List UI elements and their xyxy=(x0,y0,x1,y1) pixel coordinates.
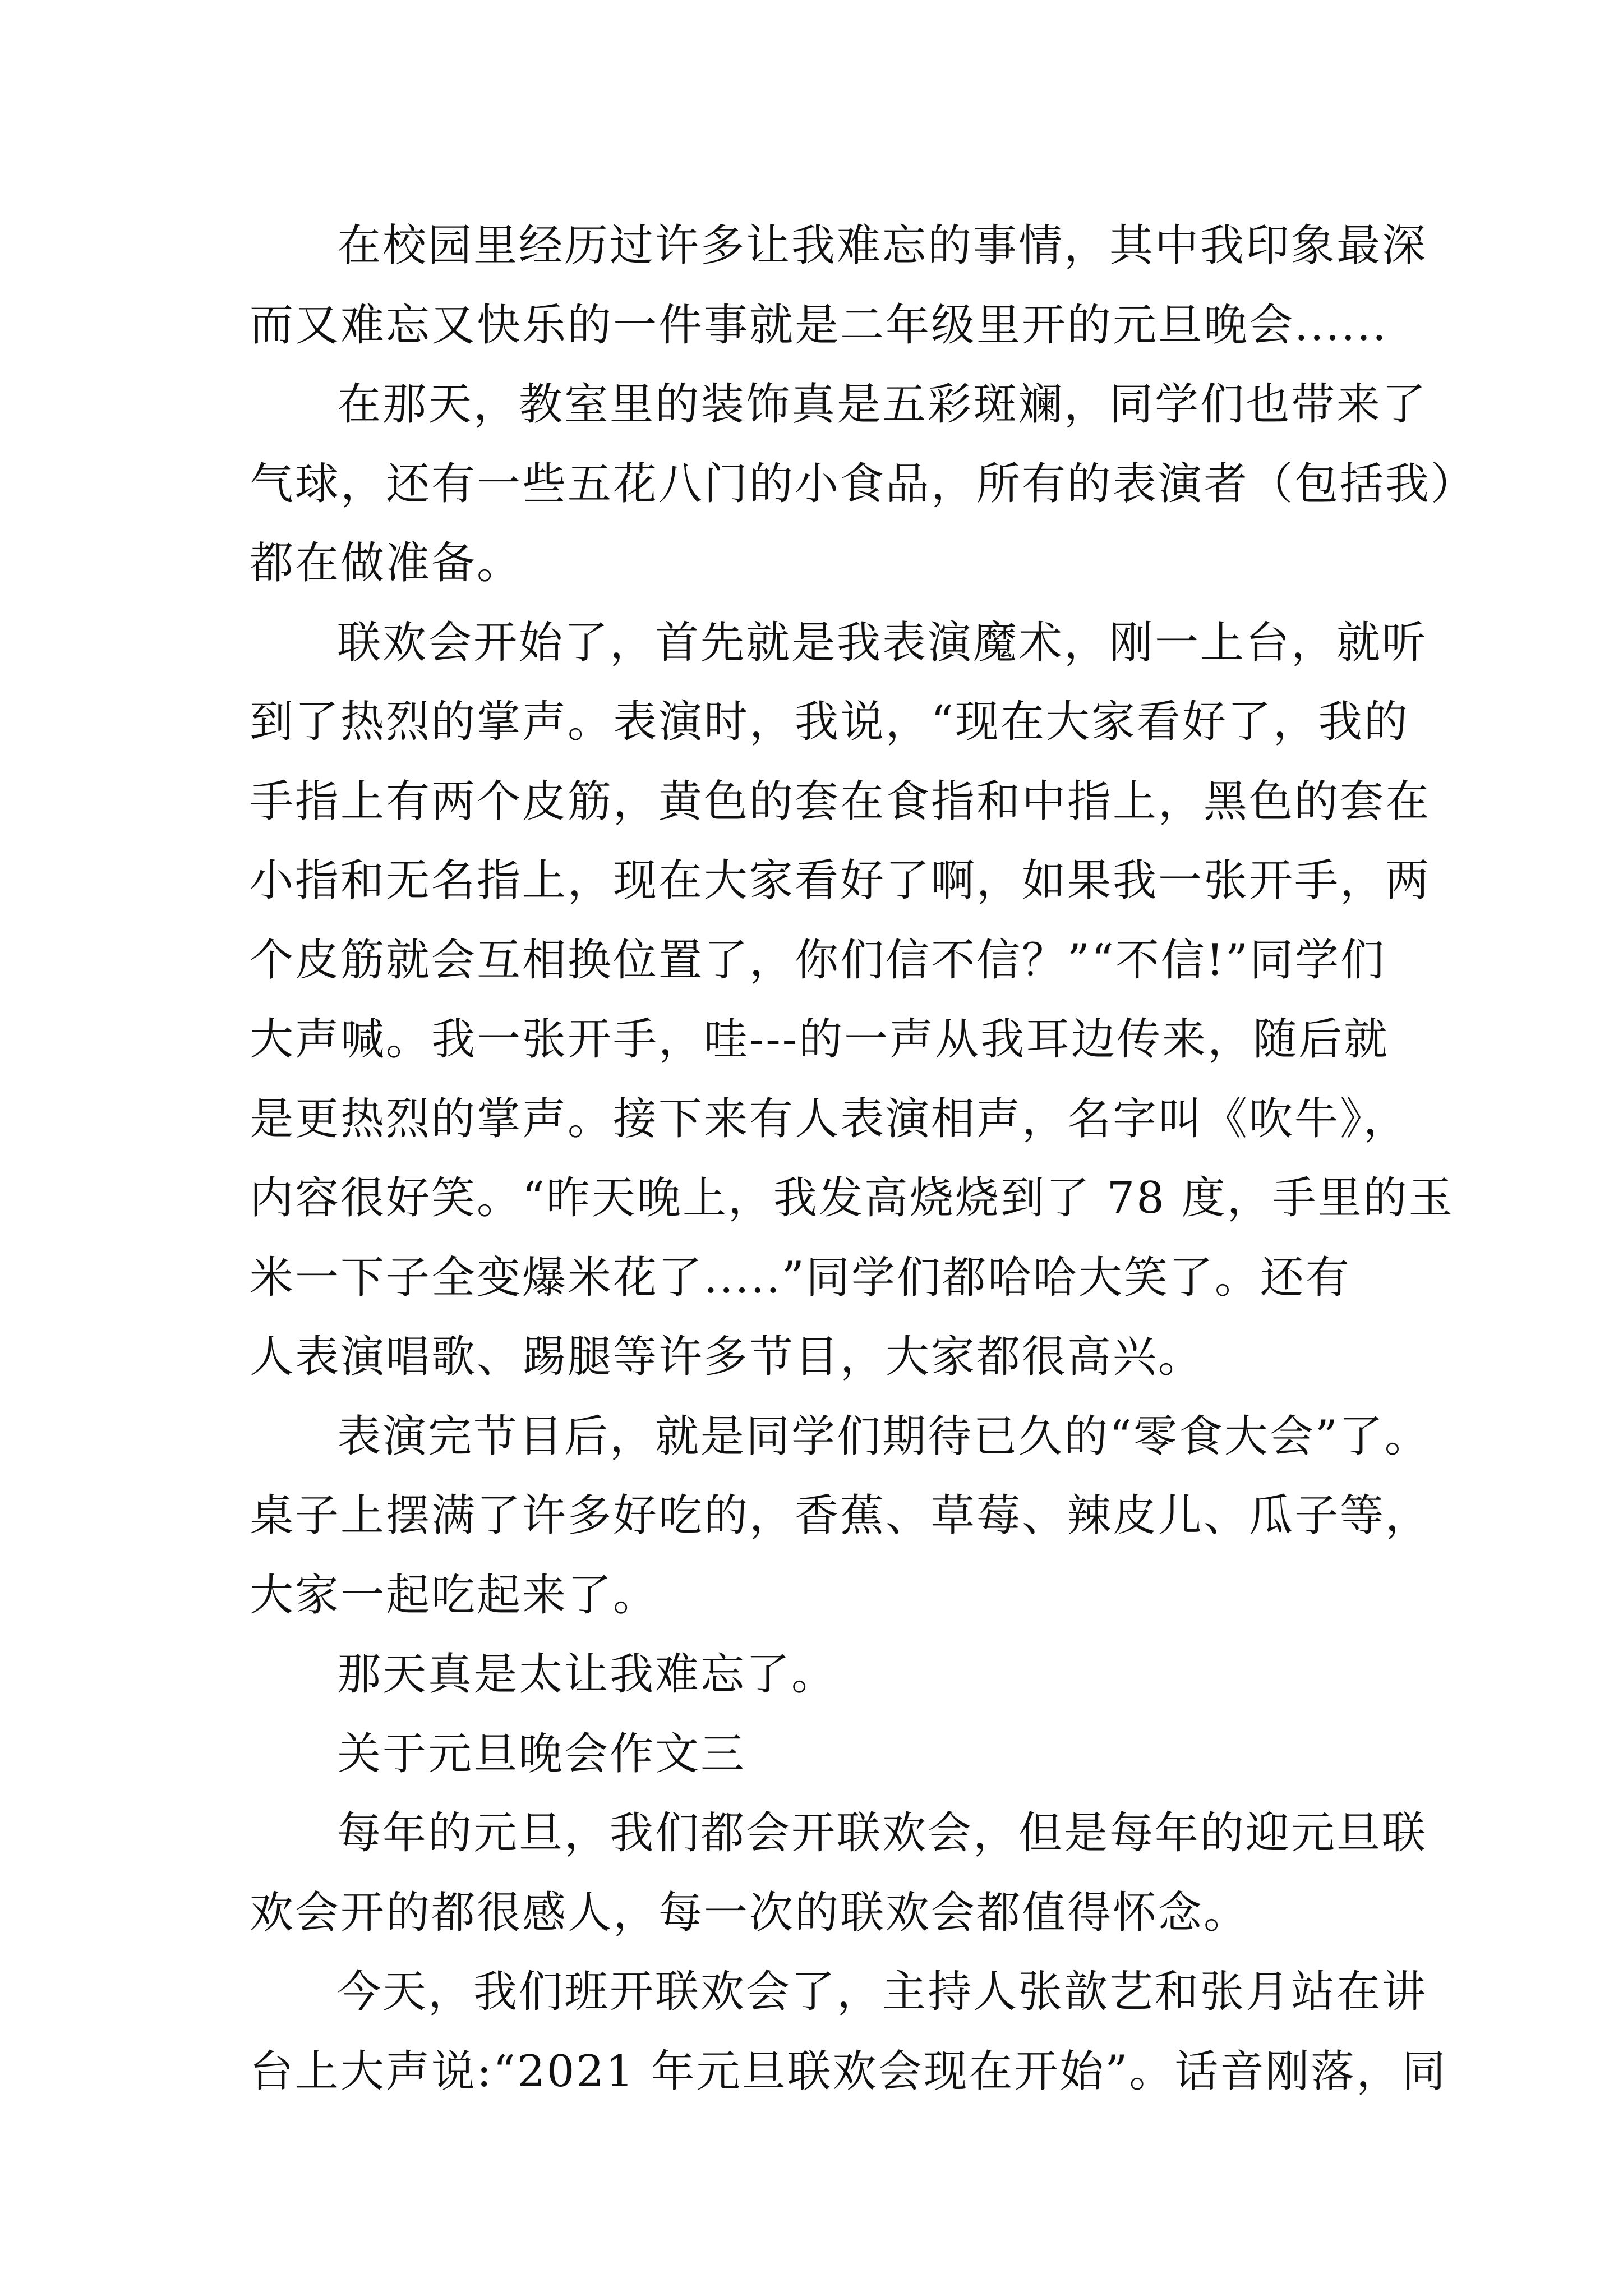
text-line: 大家一起吃起来了。 xyxy=(250,1570,659,1621)
text-line: 关于元旦晚会作文三 xyxy=(337,1728,746,1779)
text-line: 米一下子全变爆米花了.....”同学们都哈哈大笑了。还有 xyxy=(250,1252,1351,1303)
text-line: 气球，还有一些五花八门的小食品，所有的表演者（包括我） xyxy=(250,458,1477,509)
text-line: 在那天，教室里的装饰真是五彩斑斓，同学们也带来了 xyxy=(337,379,1428,430)
text-line: 都在做准备。 xyxy=(250,538,523,588)
text-line: 桌子上摆满了许多好吃的，香蕉、草莓、辣皮儿、瓜子等， xyxy=(250,1490,1431,1541)
text-line: 那天真是太让我难忘了。 xyxy=(337,1649,837,1700)
text-line: 人表演唱歌、踢腿等许多节目，大家都很高兴。 xyxy=(250,1332,1204,1382)
document-body xyxy=(250,206,1477,2111)
text-line: 小指和无名指上，现在大家看好了啊，如果我一张开手，两 xyxy=(250,855,1431,906)
text-line: 台上大声说:“2021 年元旦联欢会现在开始”。话音刚落，同 xyxy=(250,2046,1447,2097)
text-line: 每年的元旦，我们都会开联欢会，但是每年的迎元旦联 xyxy=(337,1808,1428,1858)
text-line: 内容很好笑。“昨天晚上，我发高烧烧到了 78 度，手里的玉 xyxy=(250,1173,1454,1223)
text-line: 在校园里经历过许多让我难忘的事情，其中我印象最深 xyxy=(337,220,1428,271)
text-line: 手指上有两个皮筋，黄色的套在食指和中指上，黑色的套在 xyxy=(250,776,1431,827)
text-line: 联欢会开始了，首先就是我表演魔术，刚一上台，就听 xyxy=(337,617,1428,668)
text-line: 个皮筋就会互相换位置了，你们信不信？”“不信!”同学们 xyxy=(250,935,1386,986)
text-line: 今天，我们班开联欢会了，主持人张歆艺和张月站在讲 xyxy=(337,1967,1428,2017)
text-line: 大声喊。我一张开手，哇---的一声从我耳边传来，随后就 xyxy=(250,1014,1390,1065)
text-line: 而又难忘又快乐的一件事就是二年级里开的元旦晚会...... xyxy=(250,300,1388,351)
text-line: 到了热烈的掌声。表演时，我说，“现在大家看好了，我的 xyxy=(250,697,1409,747)
text-line: 是更热烈的掌声。接下来有人表演相声，名字叫《吹牛》， xyxy=(250,1093,1409,1144)
text-line: 表演完节目后，就是同学们期待已久的“零食大会”了。 xyxy=(337,1411,1430,1462)
text-line: 欢会开的都很感人，每一次的联欢会都值得怀念。 xyxy=(250,1887,1249,1938)
